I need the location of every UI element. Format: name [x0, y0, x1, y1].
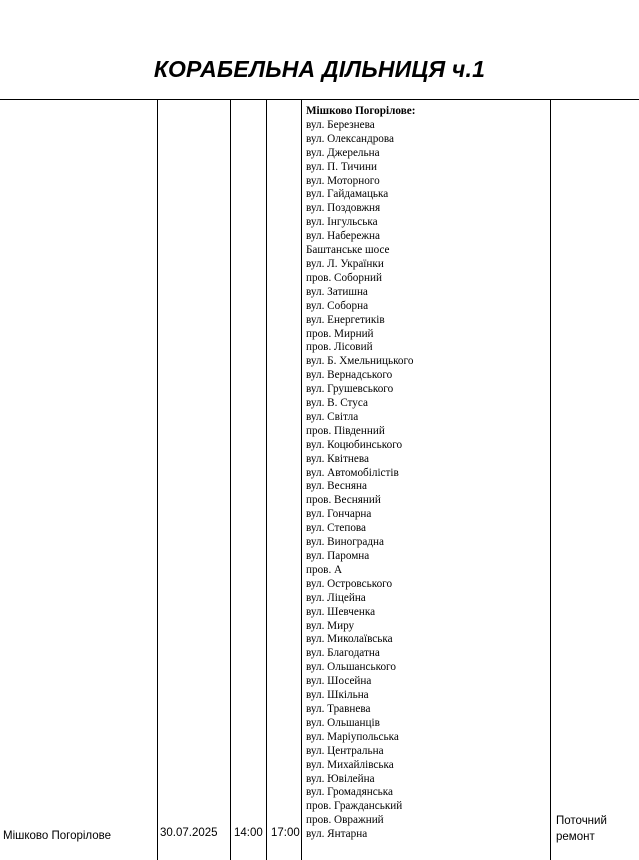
- streets-heading: Мішково Погорілове:: [306, 105, 416, 117]
- street-item: вул. Джерельна: [306, 146, 380, 159]
- streets-list: [306, 105, 415, 842]
- column-divider: [550, 100, 551, 860]
- work-type-cell: [556, 813, 636, 845]
- column-divider: [301, 100, 302, 860]
- street-item: вул. Грушевського: [306, 383, 394, 396]
- street-item: вул. Благодатна: [306, 647, 380, 660]
- street-item: вул. Паромна: [306, 550, 370, 562]
- outage-table: [0, 99, 639, 860]
- street-item: вул. Набережна: [306, 230, 380, 243]
- street-item: пров. Гражданський: [306, 800, 403, 813]
- time-start-cell: 14:00: [234, 827, 263, 839]
- street-item: вул. Островського: [306, 577, 393, 590]
- street-item: пров. Лісовий: [306, 341, 373, 354]
- street-item: вул. Центральна: [306, 744, 384, 757]
- date-cell: 30.07.2025: [160, 827, 218, 839]
- street-item: вул. Інгульська: [306, 216, 378, 229]
- street-item: вул. Поздовжня: [306, 202, 381, 215]
- street-item: вул. Олександрова: [306, 132, 394, 145]
- street-item: вул. Миколаївська: [306, 633, 393, 646]
- page-title: КОРАБЕЛЬНА ДІЛЬНИЦЯ ч.1: [153, 56, 486, 82]
- street-item: вул. Б. Хмельницького: [306, 355, 414, 368]
- street-item: пров. Соборний: [306, 271, 382, 284]
- street-item: пров. А: [306, 563, 343, 576]
- street-item: вул. П. Тичини: [306, 160, 377, 173]
- street-item: пров. Весняний: [306, 494, 381, 507]
- street-item: вул. Михайлівська: [306, 758, 394, 771]
- street-item: пров. Південний: [306, 424, 385, 437]
- street-item: вул. Л. Українки: [306, 257, 384, 270]
- street-item: вул. Гончарна: [306, 508, 372, 521]
- street-item: вул. Маріупольська: [306, 730, 399, 743]
- street-item: вул. Вернадського: [306, 369, 393, 382]
- street-item: пров. Овражний: [306, 814, 384, 827]
- street-item: вул. Шкільна: [306, 689, 369, 702]
- street-item: вул. Коцюбинського: [306, 438, 403, 451]
- street-item: вул. Миру: [306, 619, 355, 632]
- street-item: вул. Шевченка: [306, 605, 376, 618]
- street-item: вул. В. Стуса: [306, 397, 368, 410]
- street-item: вул. Ліцейна: [306, 591, 366, 604]
- work-type-line: Поточний: [556, 815, 607, 827]
- street-item: вул. Громадянська: [306, 786, 394, 799]
- street-item: вул. Ольшанців: [306, 716, 380, 729]
- column-divider: [157, 100, 158, 860]
- street-item: вул. Шосейна: [306, 675, 372, 688]
- street-item: вул. Світла: [306, 410, 359, 423]
- street-item: вул. Ювілейна: [306, 772, 375, 785]
- street-item: вул. Гайдамацька: [306, 188, 389, 201]
- street-item: вул. Виноградна: [306, 536, 385, 549]
- streets-container: [306, 119, 415, 842]
- street-item: вул. Енергетиків: [306, 313, 385, 326]
- work-type-line: ремонт: [556, 831, 595, 843]
- street-item: пров. Мирний: [306, 327, 374, 340]
- street-item: вул. Травнева: [306, 702, 371, 715]
- street-item: вул. Янтарна: [306, 828, 368, 841]
- street-item: вул. Автомобілістів: [306, 466, 399, 479]
- time-end-cell: 17:00: [271, 827, 300, 839]
- street-item: вул. Ольшанського: [306, 661, 396, 674]
- street-item: вул. Соборна: [306, 299, 369, 312]
- street-item: вул. Затишна: [306, 285, 368, 298]
- street-item: вул. Степова: [306, 522, 367, 535]
- location-cell: Мішково Погорілове: [3, 830, 112, 842]
- column-divider: [230, 100, 231, 860]
- street-item: вул. Квітнева: [306, 452, 369, 465]
- street-item: вул. Моторного: [306, 174, 380, 187]
- column-divider: [266, 100, 267, 860]
- street-item: вул. Березнева: [306, 118, 375, 131]
- street-item: вул. Весняна: [306, 480, 367, 493]
- street-item: Баштанське шосе: [306, 244, 390, 257]
